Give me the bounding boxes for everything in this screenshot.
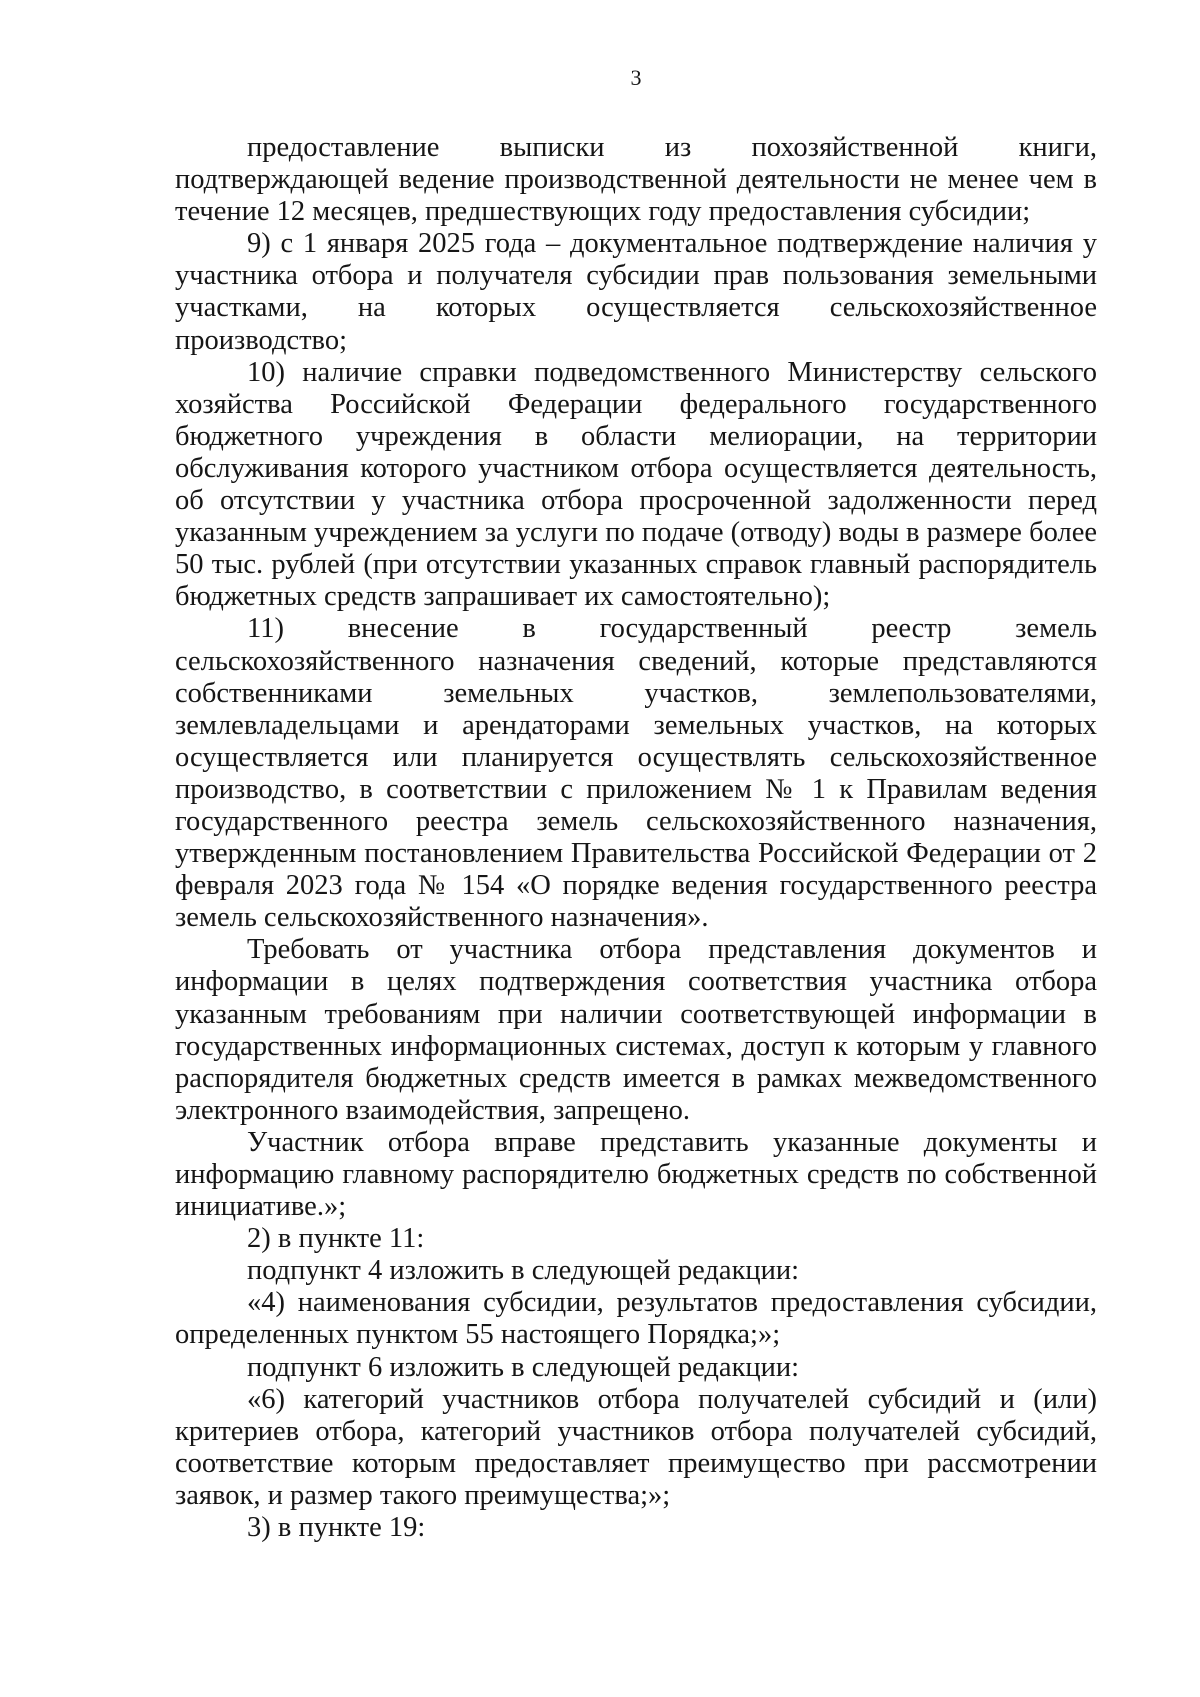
paragraph-clause-19: 3) в пункте 19: [247,1512,426,1544]
paragraph-item-11: 11) внесение в государственный реестр земель сельскохозяйственного назначения сведений, которые представляются собственниками земельных участков, землепользователями, землевладельцами и арендаторами земельных участков, на которых осуществляется или планируется осуществлять сельскохозяйственное производство, в соответствии с приложением № 1 к Правилам ведения государственного реестра земель сельскохозяйственного назначения, утвержденным постановлением Правительства Российской Федерации от 2 февраля 2023 года № 154 «О порядке ведения государственного реестра земель сельскохозяйственного назначения». [175,613,1097,934]
paragraph-subclause-4-intro: подпункт 4 изложить в следующей редакции: [247,1255,800,1287]
paragraph-clause-11: 2) в пункте 11: [247,1223,425,1255]
paragraph-item-10: 10) наличие справки подведомственного Министерству сельского хозяйства Российской Федерации федерального государственного бюджетного учреждения в области мелиорации, на территории обслуживания которого участником отбора осуществляется деятельность, об отсутствии у участника отбора просроченной задолженности перед указанным учреждением за услуги по подаче (отводу) воды в размере более 50 тыс. рублей (при отсутствии указанных справок главный распорядитель бюджетных средств запрашивает их самостоятельно); [175,356,1097,613]
paragraph-extract-from-household-book: предоставление выписки из похозяйственной книги, подтверждающей ведение производственной деятельности не менее чем в течение 12 месяцев, предшествующих году предоставления субсидии; [175,132,1097,228]
paragraph-own-initiative: Участник отбора вправе представить указанные документы и информацию главному распорядителю бюджетных средств по собственной инициативе.»; [175,1126,1097,1223]
document-body [175,132,1097,1544]
paragraph-item-9: 9) с 1 января 2025 года – документальное подтверждение наличия у участника отбора и получателя субсидии прав пользования земельными участками, на которых осуществляется сельскохозяйственное производство; [175,228,1097,356]
page-number: 3 [630,65,642,90]
paragraph-subclause-6-text: «6) категорий участников отбора получателей субсидий и (или) критериев отбора, категорий участников отбора получателей субсидий, соответствие которым предоставляет преимущество при рассмотрении заявок, и размер такого преимущества;»; [175,1383,1097,1511]
paragraph-requirement-prohibition: Требовать от участника отбора представления документов и информации в целях подтверждения соответствия участника отбора указанным требованиям при наличии соответствующей информации в государственных информационных системах, доступ к которым у главного распорядителя бюджетных средств имеется в рамках межведомственного электронного взаимодействия, запрещено. [175,934,1097,1126]
paragraph-subclause-6-intro: подпункт 6 изложить в следующей редакции: [247,1351,800,1383]
paragraph-subclause-4-text: «4) наименования субсидии, результатов предоставления субсидии, определенных пунктом 55 настоящего Порядка;»; [175,1287,1097,1351]
